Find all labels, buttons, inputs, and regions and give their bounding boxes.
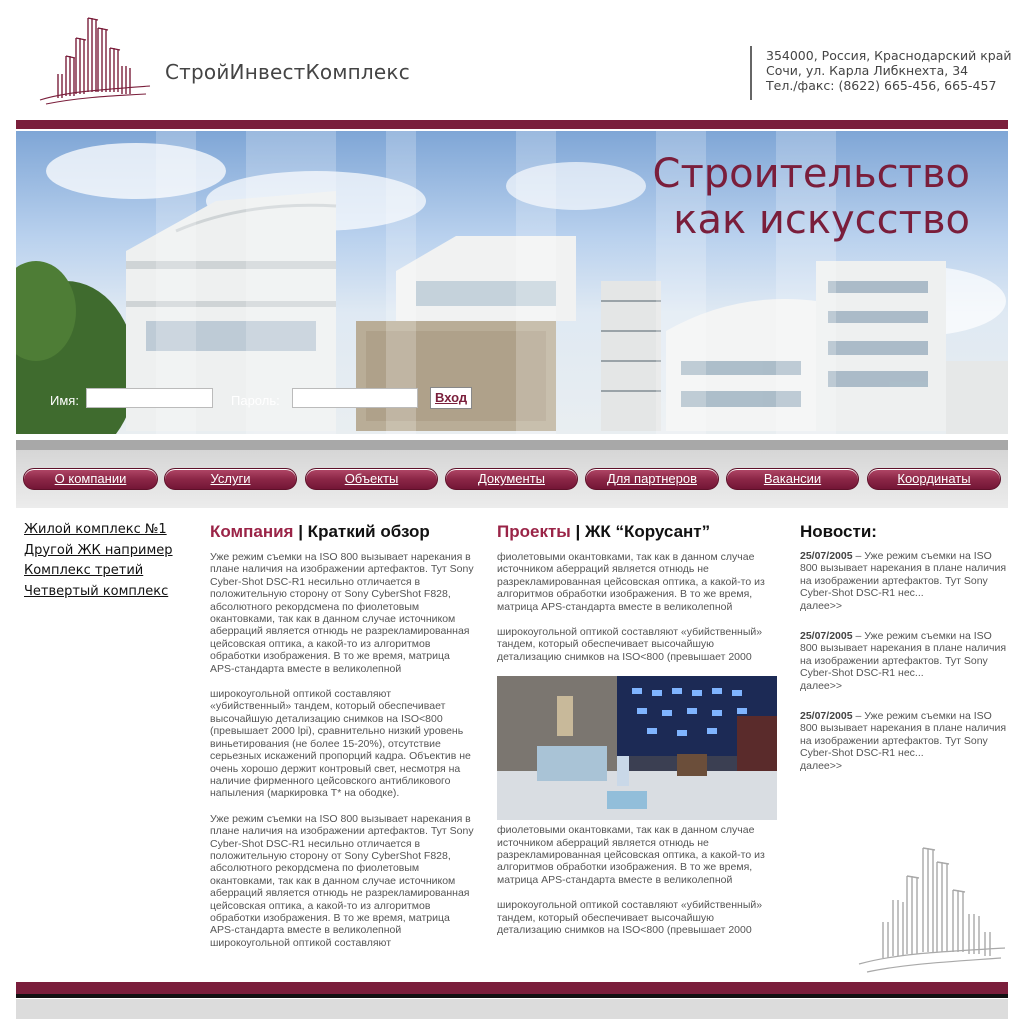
- side-menu-item-2[interactable]: Другой ЖК например: [24, 542, 173, 558]
- news-item: [800, 710, 1008, 772]
- login-form: [16, 387, 1008, 413]
- address-divider: [750, 46, 752, 100]
- hero-banner: [16, 131, 1008, 434]
- nav-vacancies[interactable]: Вакансии: [726, 468, 859, 490]
- company-paragraph-1: Уже режим съемки на ISO 800 вызывает нарекания в плане наличия на изображении артефактов. Тут Sony Cyber-Shot DSC-R1 несильно отличается в положительную сторону от Sony CyberShot F828, абсолютного рекордсмена по фиолетовым окантовками, так как в данном случае источником аберраций является отнюдь не разрекламированная цейсовская оптика, а какой-то из алгоритмов обработки изображения. В то же время, матрица APS-стандарта вместе в великолепной: [210, 551, 474, 675]
- news-date: 25/07/2005: [800, 710, 853, 723]
- footer-accent-bar: [16, 982, 1008, 994]
- address-line-1: 354000, Россия, Краснодарский край: [766, 48, 1012, 63]
- gray-separator: [16, 440, 1008, 450]
- nav-about[interactable]: О компании: [23, 468, 158, 490]
- name-input[interactable]: [86, 388, 213, 408]
- brand-name: СтройИнвестКомплекс: [165, 60, 410, 84]
- side-menu-item-1[interactable]: Жилой комплекс №1: [24, 522, 167, 537]
- projects-section: [497, 522, 777, 950]
- top-accent-bar: [16, 120, 1008, 129]
- projects-heading-accent: Проекты: [497, 522, 571, 541]
- main-navigation: [16, 450, 1008, 508]
- projects-heading: [497, 522, 777, 542]
- news-section: [800, 522, 1008, 790]
- phone-line: Тел./факс: (8622) 665-456, 665-457: [766, 78, 997, 93]
- news-item: [800, 630, 1008, 692]
- address-block: [766, 48, 1012, 93]
- name-label: Имя:: [50, 393, 79, 408]
- side-menu: [24, 520, 173, 602]
- slogan-line-2: как искусство: [673, 197, 970, 243]
- side-menu-item-4[interactable]: Четвертый комплекс: [24, 583, 169, 599]
- header: [0, 0, 1024, 120]
- project-interior-photo: [497, 676, 777, 820]
- news-date: 25/07/2005: [800, 630, 853, 643]
- password-label: Пароль:: [231, 393, 280, 408]
- address-line-2: Сочи, ул. Карла Либкнехта, 34: [766, 63, 969, 78]
- company-heading-rest: | Краткий обзор: [293, 522, 430, 541]
- skyscraper-sketch-icon: [855, 842, 1010, 977]
- news-heading: Новости:: [800, 522, 877, 541]
- news-text: – Уже режим съемки на ISO 800 вызывает нарекания в плане наличия на изображении артефактов. Тут Sony Cyber-Shot DSC-R1 нес...: [800, 710, 1007, 760]
- nav-partners[interactable]: Для партнеров: [585, 468, 719, 490]
- skyscraper-logo-icon[interactable]: [36, 14, 154, 106]
- news-text: – Уже режим съемки на ISO 800 вызывает нарекания в плане наличия на изображении артефактов. Тут Sony Cyber-Shot DSC-R1 нес...: [800, 630, 1007, 680]
- password-input[interactable]: [292, 388, 418, 408]
- nav-objects[interactable]: Объекты: [305, 468, 438, 490]
- nav-services[interactable]: Услуги: [164, 468, 297, 490]
- news-more-link[interactable]: далее>>: [800, 759, 843, 772]
- side-menu-item-3[interactable]: Комплекс третий: [24, 563, 144, 578]
- company-heading-accent: Компания: [210, 522, 294, 541]
- login-button[interactable]: Вход: [430, 387, 472, 409]
- banner-slogan: [653, 151, 970, 243]
- nav-documents[interactable]: Документы: [445, 468, 578, 490]
- news-more-link[interactable]: далее>>: [800, 679, 843, 692]
- nav-contacts[interactable]: Координаты: [867, 468, 1001, 490]
- news-date: 25/07/2005: [800, 550, 853, 562]
- news-more-link[interactable]: далее>>: [800, 599, 843, 612]
- company-paragraph-3: Уже режим съемки на ISO 800 вызывает нарекания в плане наличия на изображении артефактов. Тут Sony Cyber-Shot DSC-R1 несильно отличается в положительную сторону от Sony CyberShot F828, абсолютного рекордсмена по фиолетовым окантовками, так как в данном случае источником аберраций является отнюдь не разрекламированная цейсовская оптика, а какой-то из алгоритмов обработки изображения. В то же время, матрица APS-стандарта вместе в великолепной широкоугольной оптикой составляют: [210, 812, 474, 949]
- projects-paragraph-1: фиолетовыми окантовками, так как в данном случае источником аберраций является отнюдь не разрекламированная цейсовская оптика, а какой-то из алгоритмов обработки изображения. В то же время, матрица APS-стандарта вместе в великолепной: [497, 551, 765, 613]
- projects-paragraph-2: широкоугольной оптикой составляют «убийственный» тандем, который обеспечивает высочайшую детализацию снимков на ISO<800 (превышает 2000: [497, 626, 763, 663]
- footer-gray-bar: [16, 999, 1008, 1019]
- lobby-illustration: [497, 676, 777, 820]
- projects-heading-rest: | ЖК “Корусант”: [570, 522, 711, 541]
- company-paragraph-2: широкоугольной оптикой составляют «убийственный» тандем, который обеспечивает высочайшую детализацию снимков на ISO<800 (превышает 2000 lpi), сравнительно низкий уровень виньетирования (не более 15-20%), отсутствие серьезных искажений пропорций кадра. Объектив не очень хорошо держит контровый свет, несмотря на наличие фирменного цейсовского антибликового напыления (маркировка T* на ободке).: [210, 688, 471, 800]
- projects-paragraph-4: широкоугольной оптикой составляют «убийственный» тандем, который обеспечивает высочайшую детализацию снимков на ISO<800 (превышает 2000: [497, 899, 763, 937]
- news-text: – Уже режим съемки на ISO 800 вызывает нарекания в плане наличия на изображении артефактов. Тут Sony Cyber-Shot DSC-R1 нес...: [800, 550, 1007, 600]
- projects-paragraph-3: фиолетовыми окантовками, так как в данном случае источником аберраций является отнюдь не разрекламированная цейсовская оптика, а какой-то из алгоритмов обработки изображения. В то же время, матрица APS-стандарта вместе в великолепной: [497, 824, 765, 886]
- slogan-line-1: Строительство: [652, 151, 970, 197]
- company-heading: [210, 522, 475, 542]
- footer-dark-line: [16, 994, 1008, 998]
- company-section: [210, 522, 475, 962]
- news-item: [800, 550, 1008, 612]
